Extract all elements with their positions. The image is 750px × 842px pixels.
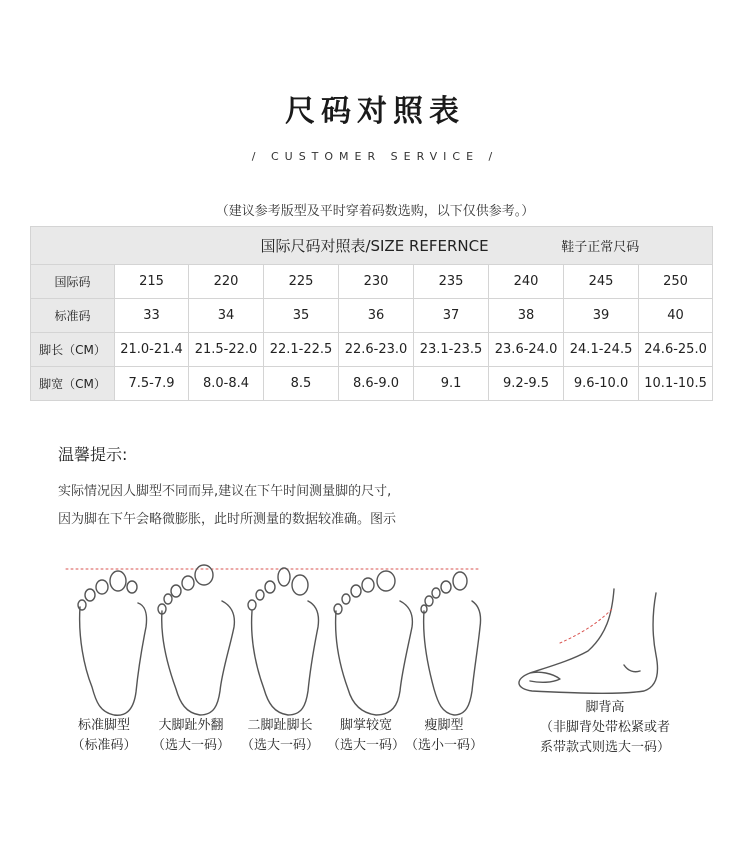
foot-caption-name: 瘦脚型 — [424, 718, 464, 733]
table-cell: 24.6-25.0 — [639, 333, 713, 367]
table-cell: 33 — [115, 299, 189, 333]
row-label: 脚宽（CM） — [31, 367, 115, 401]
table-cell: 215 — [115, 265, 189, 299]
table-cell: 220 — [189, 265, 264, 299]
foot-slim-icon — [421, 572, 481, 715]
table-cell: 37 — [414, 299, 489, 333]
table-row-foot-width — [31, 367, 713, 401]
row-label: 标准码 — [31, 299, 115, 333]
table-cell: 21.5-22.0 — [189, 333, 264, 367]
table-row-standard — [31, 299, 713, 333]
foot-caption-note: （标准码） — [71, 738, 137, 753]
foot-caption-note: （选大一码） — [151, 738, 230, 753]
table-cell: 22.1-22.5 — [264, 333, 339, 367]
table-cell: 40 — [639, 299, 713, 333]
table-cell: 10.1-10.5 — [639, 367, 713, 401]
table-cell: 245 — [564, 265, 639, 299]
page-title: 尺码对照表 — [285, 94, 465, 129]
size-chart-table — [30, 226, 713, 401]
table-cell: 240 — [489, 265, 564, 299]
table-row-foot-length — [31, 333, 713, 367]
table-cell: 9.2-9.5 — [489, 367, 564, 401]
foot-long-second-toe-icon — [248, 568, 319, 715]
table-cell: 22.6-23.0 — [339, 333, 414, 367]
foot-caption-note: （选大一码） — [326, 738, 405, 753]
row-label: 脚长（CM） — [31, 333, 115, 367]
table-cell: 39 — [564, 299, 639, 333]
page-subtitle: / CUSTOMER SERVICE / — [251, 150, 499, 163]
row-label: 国际码 — [31, 265, 115, 299]
table-row-intl — [31, 265, 713, 299]
table-cell: 38 — [489, 299, 564, 333]
foot-caption-note: （选小一码） — [404, 738, 483, 753]
table-cell: 225 — [264, 265, 339, 299]
table-cell: 250 — [639, 265, 713, 299]
table-cell: 9.1 — [414, 367, 489, 401]
table-header-right: 鞋子正常尺码 — [489, 227, 713, 265]
instep-caption-note-1: （非脚背处带松紧或者 — [539, 720, 670, 735]
tips-title: 温馨提示: — [58, 445, 128, 464]
foot-caption-name: 二脚趾脚长 — [247, 718, 313, 733]
table-cell: 34 — [189, 299, 264, 333]
table-cell: 23.6-24.0 — [489, 333, 564, 367]
table-cell: 23.1-23.5 — [414, 333, 489, 367]
table-cell: 24.1-24.5 — [564, 333, 639, 367]
reference-note: （建议参考版型及平时穿着码数选购，以下仅供参考。） — [215, 204, 535, 219]
tips-line-2: 因为脚在下午会略微膨胀，此时所测量的数据较准确。图示 — [58, 512, 397, 527]
foot-caption-name: 大脚趾外翻 — [158, 718, 224, 733]
table-cell: 235 — [414, 265, 489, 299]
table-header-main: 国际尺码对照表/SIZE REFERNCE — [31, 227, 489, 265]
foot-standard-icon — [78, 571, 147, 715]
table-cell: 8.5 — [264, 367, 339, 401]
tips-line-1: 实际情况因人脚型不同而异,建议在下午时间测量脚的尺寸, — [58, 484, 392, 499]
table-cell: 7.5-7.9 — [115, 367, 189, 401]
instep-caption-note-2: 系带款式则选大一码） — [539, 740, 670, 755]
table-cell: 8.6-9.0 — [339, 367, 414, 401]
table-cell: 36 — [339, 299, 414, 333]
table-header-row — [31, 227, 713, 265]
foot-instep-side-icon — [519, 589, 658, 693]
foot-caption-name: 标准脚型 — [77, 718, 130, 733]
foot-wide-icon — [334, 571, 412, 715]
table-cell: 8.0-8.4 — [189, 367, 264, 401]
instep-caption-name: 脚背高 — [585, 700, 625, 715]
table-cell: 230 — [339, 265, 414, 299]
foot-caption-note: （选大一码） — [240, 738, 319, 753]
table-cell: 35 — [264, 299, 339, 333]
table-cell: 9.6-10.0 — [564, 367, 639, 401]
foot-bunion-icon — [158, 565, 234, 715]
foot-caption-name: 脚掌较宽 — [339, 718, 392, 733]
table-cell: 21.0-21.4 — [115, 333, 189, 367]
